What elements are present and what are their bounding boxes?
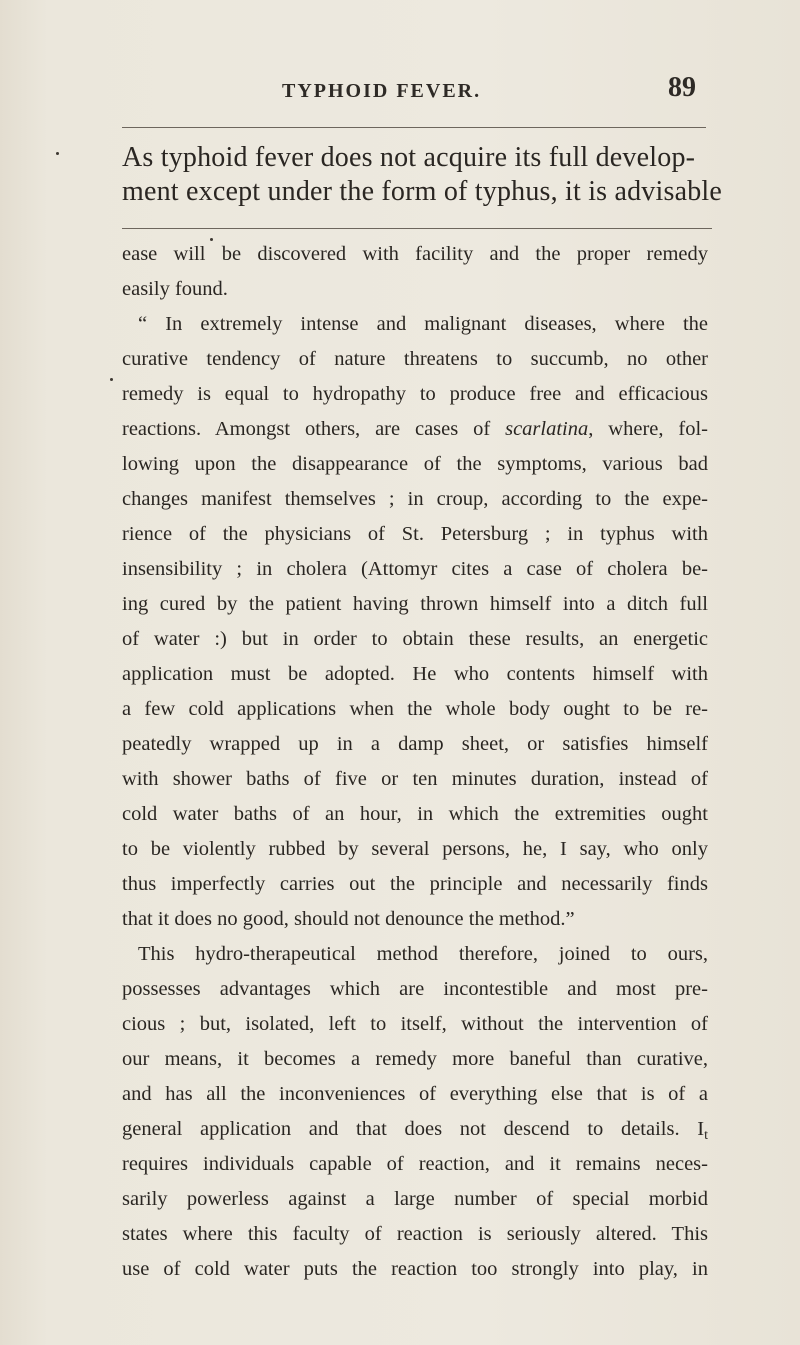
text-line [122, 1116, 708, 1143]
margin-speck [110, 378, 113, 381]
pasted-strip-line-2: ment except under the form of typhus, it is advisable [122, 176, 723, 207]
text-line: curative tendency of nature threatens to succumb, no other [122, 348, 708, 370]
text-line: application must be adopted. He who contents himself with [122, 663, 708, 685]
text-line: and has all the inconveniences of everything else that is of a [122, 1083, 708, 1105]
header-rule [122, 127, 706, 128]
text-line: changes manifest themselves ; in croup, according to the expe- [122, 488, 708, 510]
strip-bottom-rule [122, 228, 712, 229]
text-line: easily found. [122, 278, 228, 300]
text-line: ing cured by the patient having thrown himself into a ditch full [122, 593, 708, 615]
text-line: peatedly wrapped up in a damp sheet, or satisfies himself [122, 733, 708, 755]
text-line: requires individuals capable of reaction, and it remains neces- [122, 1153, 708, 1175]
text-line: insensibility ; in cholera (Attomyr cites a case of cholera be- [122, 558, 708, 580]
text-line: cious ; but, isolated, left to itself, without the intervention of [122, 1013, 708, 1035]
text-line: rience of the physicians of St. Petersburg ; in typhus with [122, 523, 708, 545]
text-line: with shower baths of five or ten minutes duration, instead of [122, 768, 708, 790]
text-line: “ In extremely intense and malignant diseases, where the [138, 313, 708, 335]
text-line [122, 416, 708, 443]
text-line: possesses advantages which are incontestible and most pre- [122, 978, 708, 1000]
text-span: reactions. Amongst others, are cases of [122, 418, 506, 440]
text-line: This hydro-therapeutical method therefore, joined to ours, [138, 943, 708, 965]
text-line: our means, it becomes a remedy more baneful than curative, [122, 1048, 708, 1070]
text-line: that it does no good, should not denounce the method.” [122, 908, 575, 930]
text-line: remedy is equal to hydropathy to produce free and efficacious [122, 383, 708, 405]
text-line: of water :) but in order to obtain these results, an energetic [122, 628, 708, 650]
margin-speck [56, 152, 59, 155]
text-line: lowing upon the disappearance of the symptoms, various bad [122, 453, 708, 475]
italic-term: scarlatina [505, 418, 589, 440]
subscript-letter: t [704, 1128, 708, 1143]
pasted-strip-line-1: As typhoid fever does not acquire its full develop- [122, 142, 696, 173]
text-line: cold water baths of an hour, in which the extremities ought [122, 803, 708, 825]
text-line: to be violently rubbed by several persons, he, I say, who only [122, 838, 708, 860]
text-span: general application and that does not descend to details. I [122, 1118, 705, 1140]
text-line: a few cold applications when the whole body ought to be re- [122, 698, 708, 720]
text-line: use of cold water puts the reaction too strongly into play, in [122, 1258, 708, 1280]
running-head: TYPHOID FEVER. [282, 80, 482, 102]
page-number: 89 [668, 72, 696, 103]
text-line: ease will be discovered with facility and the proper remedy [122, 243, 708, 265]
text-line: sarily powerless against a large number of special morbid [122, 1188, 708, 1210]
text-line: states where this faculty of reaction is seriously altered. This [122, 1223, 708, 1245]
text-span: , where, fol- [588, 418, 708, 440]
text-line: thus imperfectly carries out the principle and necessarily finds [122, 873, 708, 895]
